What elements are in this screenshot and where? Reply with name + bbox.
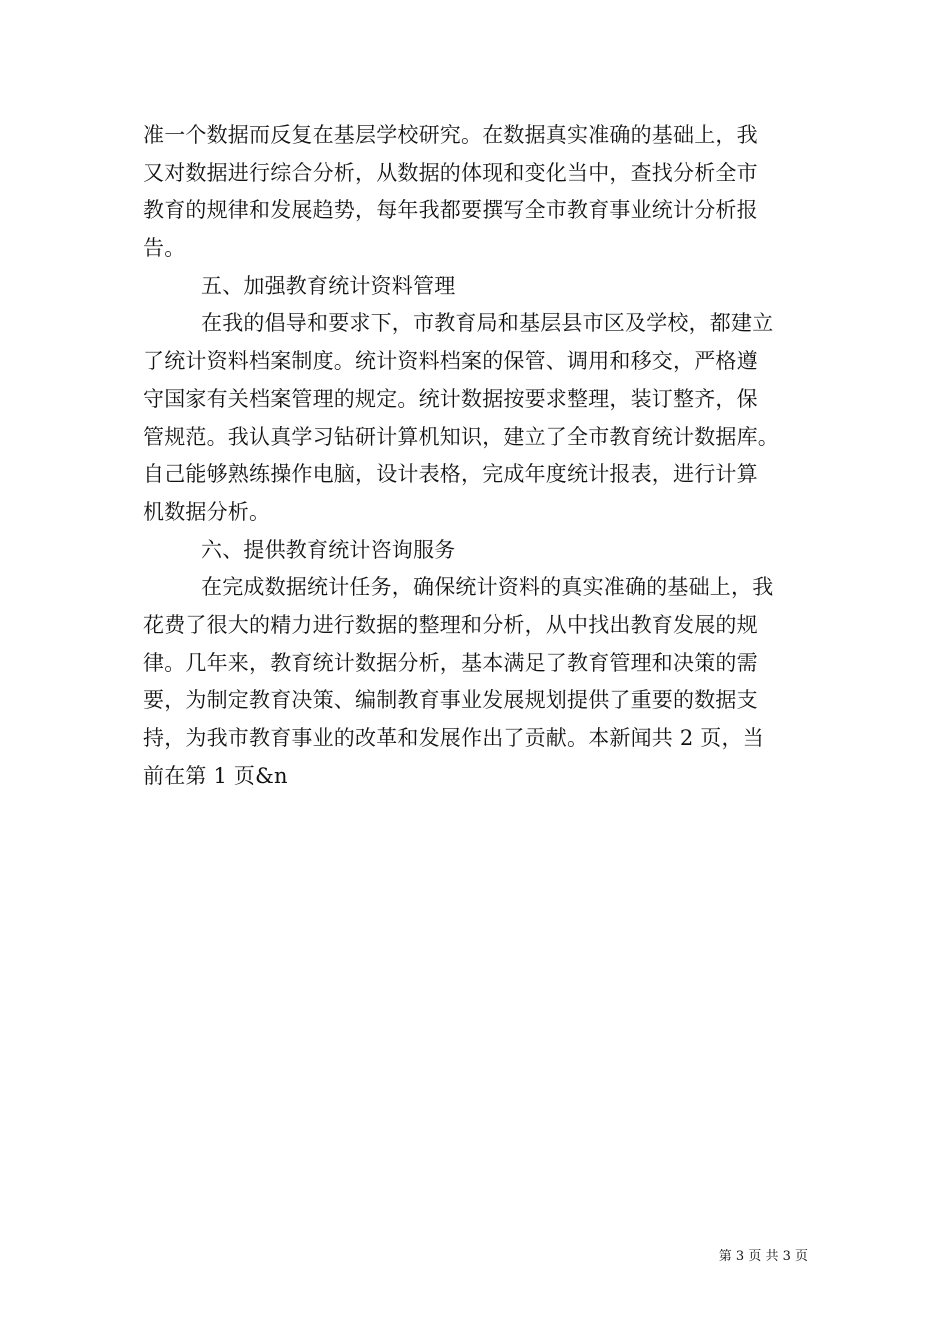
- body-line: 自己能够熟练操作电脑，设计表格，完成年度统计报表，进行计算: [143, 462, 758, 487]
- body-line: 又对数据进行综合分析，从数据的体现和变化当中，查找分析全市: [143, 160, 758, 185]
- body-line: 要，为制定教育决策、编制教育事业发展规划提供了重要的数据支: [143, 688, 758, 713]
- document-body: [143, 117, 808, 795]
- paragraph-start: 在我的倡导和要求下，市教育局和基层县市区及学校，都建立: [201, 311, 774, 336]
- body-line: 花费了很大的精力进行数据的整理和分析，从中找出教育发展的规: [143, 612, 758, 637]
- body-line: 告。: [143, 236, 186, 261]
- body-line: 持，为我市教育事业的改革和发展作出了贡献。本新闻共 2 页，当: [143, 726, 764, 750]
- body-line: 了统计资料档案制度。统计资料档案的保管、调用和移交，严格遵: [143, 349, 758, 374]
- section-heading-5: 五、加强教育统计资料管理: [201, 273, 456, 298]
- paragraph-start: 在完成数据统计任务，确保统计资料的真实准确的基础上，我: [201, 575, 774, 600]
- body-line: 管规范。我认真学习钻研计算机知识，建立了全市教育统计数据库。: [143, 424, 779, 449]
- section-heading-6: 六、提供教育统计咨询服务: [201, 537, 456, 562]
- body-line: 守国家有关档案管理的规定。统计数据按要求整理，装订整齐，保: [143, 386, 758, 411]
- body-line: 律。几年来，教育统计数据分析，基本满足了教育管理和决策的需: [143, 650, 758, 675]
- page-number-footer: 第 3 页 共 3 页: [718, 1249, 808, 1264]
- body-line: 前在第 1 页&n: [143, 763, 288, 788]
- body-line: 准一个数据而反复在基层学校研究。在数据真实准确的基础上，我: [143, 123, 758, 147]
- body-line: 教育的规律和发展趋势，每年我都要撰写全市教育事业统计分析报: [143, 198, 758, 223]
- body-line: 机数据分析。: [143, 499, 271, 524]
